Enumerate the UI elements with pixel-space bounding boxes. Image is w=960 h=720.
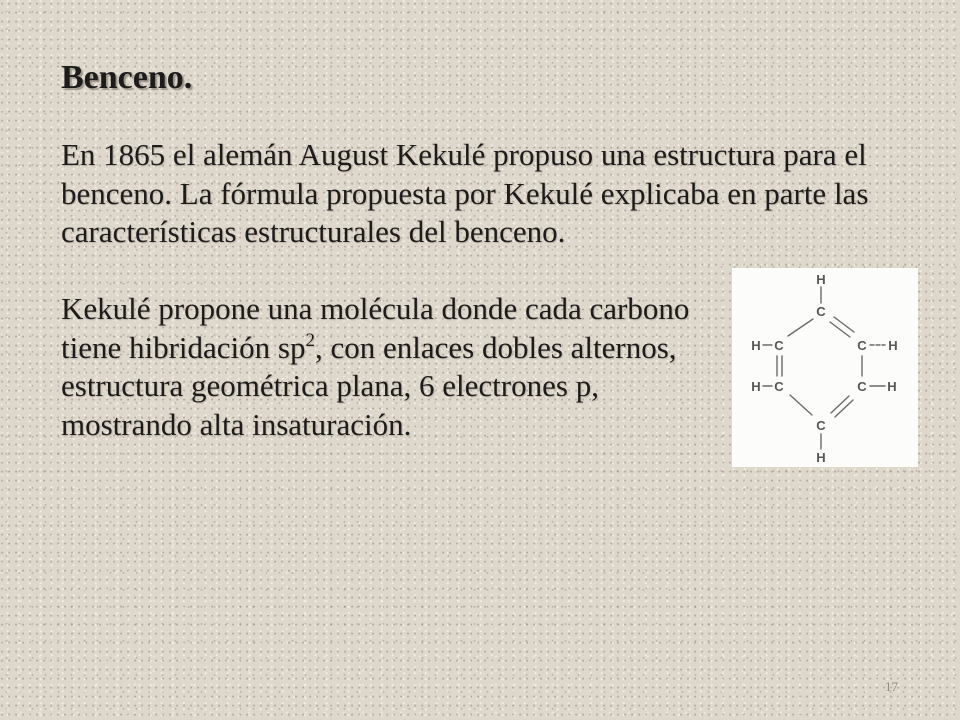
double-bonds-text: , con enlaces dobles alternos,	[315, 329, 677, 365]
superscript-two: 2	[305, 329, 315, 351]
kekule-line: estructura geométrica plana, 6 electrones p,	[61, 368, 599, 403]
bond-right-bottom-double-b	[835, 400, 853, 417]
bond-top-left-single	[788, 319, 813, 336]
kekule-structure-figure	[732, 268, 918, 467]
atom-c-right-bottom: C	[857, 379, 867, 394]
atom-c-right-top: C	[857, 338, 867, 353]
benzene-structure-diagram	[732, 268, 918, 467]
hybridization-text: tiene hibridación sp	[61, 329, 306, 365]
intro-line: benceno. La fórmula propuesta por Kekulé explicaba en parte las	[61, 175, 869, 211]
bond-top-right-double-b	[834, 317, 854, 332]
atom-h-right-top: H	[888, 338, 898, 353]
bond-bottom-left-single	[790, 395, 812, 415]
atom-c-left-bottom: C	[774, 379, 784, 394]
page-number: 17	[885, 679, 898, 694]
intro-line: características estructurales del benceno.	[61, 214, 566, 249]
atom-c-top: C	[816, 304, 826, 319]
kekule-line: mostrando alta insaturación.	[61, 406, 412, 442]
intro-line: En 1865 el alemán August Kekulé propuso una estructura para el	[61, 137, 867, 172]
atom-c-left-top: C	[774, 338, 784, 353]
atom-h-left-bottom: H	[751, 379, 761, 394]
bond-top-right-double-a	[830, 322, 850, 337]
atom-h-right-bottom: H	[887, 379, 897, 394]
kekule-line-hybridization	[61, 329, 689, 368]
bond-right-bottom-double-a	[831, 396, 849, 413]
kekule-paragraph	[61, 290, 689, 444]
atom-h-bottom: H	[816, 450, 826, 465]
atom-h-left-top: H	[751, 338, 761, 353]
intro-paragraph	[61, 136, 868, 252]
kekule-line: Kekulé propone una molécula donde cada carbono	[61, 291, 690, 326]
atom-h-top: H	[816, 272, 826, 287]
slide-title: Benceno.	[61, 59, 193, 96]
atom-c-bottom: C	[816, 418, 826, 433]
